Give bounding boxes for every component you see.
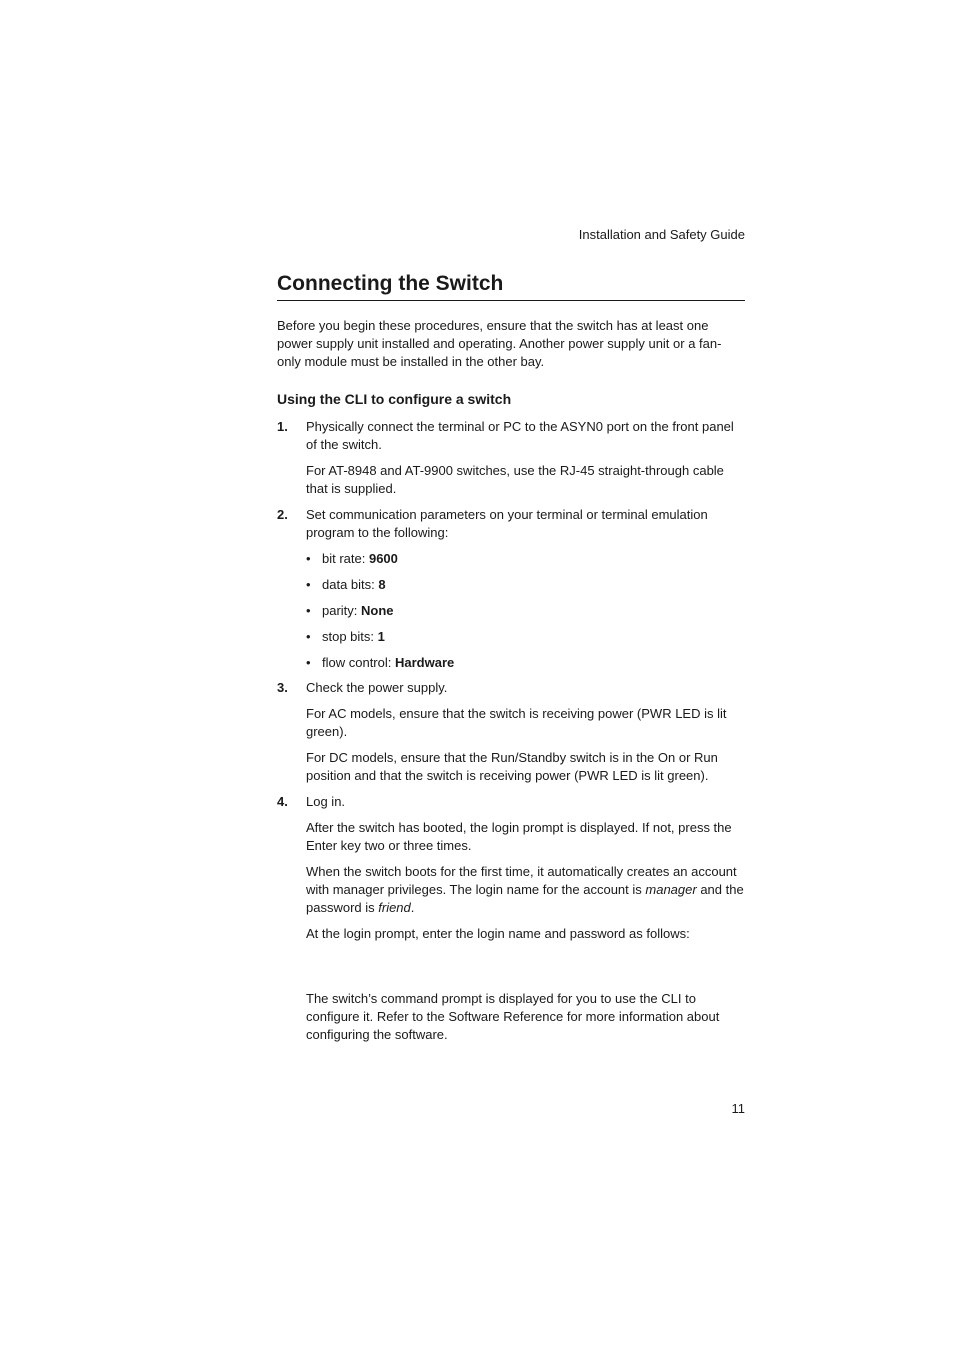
login-name: manager [645,882,697,897]
step-number: 2. [277,507,288,522]
list-item: • data bits: 8 [306,577,386,592]
list-item: • parity: None [306,603,394,618]
password: friend [378,900,411,915]
step-number: 4. [277,794,288,809]
step-paragraph: For DC models, ensure that the Run/Standby switch is in the On or Run position and that the switch is receiving power (PWR LED is lit green). [306,750,718,783]
title-rule [277,300,745,301]
list-item: • stop bits: 1 [306,629,385,644]
account-paragraph: When the switch boots for the first time, it automatically creates an account with manager privileges. The login name for the account is manager and the password is friend. [306,864,744,915]
step-paragraph: Set communication parameters on your terminal or terminal emulation program to the following: [306,507,708,540]
running-header: Installation and Safety Guide [578,227,745,242]
step-paragraph: Check the power supply. [306,680,448,695]
step-paragraph: Log in. [306,794,346,809]
section-heading: Using the CLI to configure a switch [277,391,512,407]
step-paragraph: Physically connect the terminal or PC to the ASYN0 port on the front panel of the switch. [306,419,734,452]
step-number: 3. [277,680,288,695]
step-paragraph: For AT-8948 and AT-9900 switches, use the RJ-45 straight-through cable that is supplied. [306,463,724,496]
parameter-list [306,550,746,672]
list-item: • flow control: Hardware [306,655,455,670]
list-item: • bit rate: 9600 [306,551,398,566]
step-paragraph: At the login prompt, enter the login name and password as follows: [306,926,690,941]
step-paragraph: After the switch has booted, the login prompt is displayed. If not, press the Enter key two or three times. [306,820,732,853]
step-number: 1. [277,419,288,434]
intro-paragraph: Before you begin these procedures, ensure that the switch has at least one power supply unit installed and operating. Another power supply unit or a fan-only module must be installed in the other bay. [277,318,722,369]
closing-paragraph: The switch’s command prompt is displayed for you to use the CLI to configure it. Refer to the Software Reference for more information about configuring the software. [306,991,720,1042]
page-title: Connecting the Switch [277,272,504,295]
step-paragraph: For AC models, ensure that the switch is receiving power (PWR LED is lit green). [306,706,727,739]
page-number: 11 [731,1101,745,1116]
